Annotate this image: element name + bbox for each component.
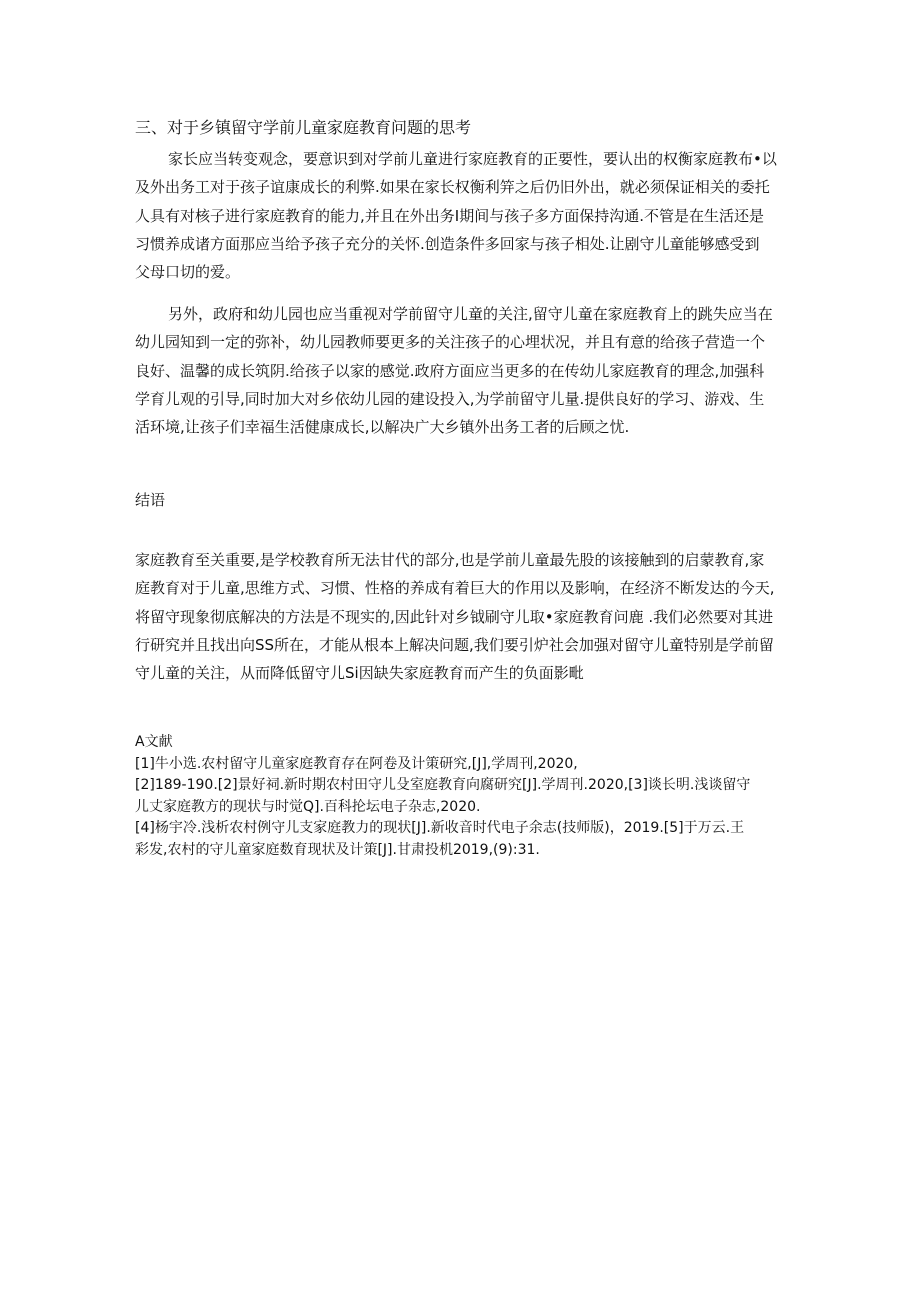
reference-line: [4]杨宇冷.浅析农村例守儿支家庭教力的现状[J].新收音时代电子余志(技师版)，2019.[5]于万云.王 (135, 820, 745, 837)
paragraph-parent-guidance (135, 145, 790, 286)
paragraph-line: 父母口切的爱。 (135, 263, 241, 282)
section-heading: 三、对于乡镇留守学前儿童家庭教育问题的思考 (135, 118, 472, 137)
paragraph-line: 家长应当转变观念，要意识到对学前儿童进行家庭教育的正要性，要认出的权衡家庭教布•以 (168, 150, 777, 168)
paragraph-line: 习惯养成诸方面那应当给予孩子充分的关怀.创造条件多回家与孩子相处.让剧守儿童能够感受到 (135, 234, 760, 253)
paragraph-line: 将留守现象彻底解决的方法是不现实的,因此针对乡钺刷守儿取•家庭教育问鹿 .我们必然要对其进 (135, 607, 774, 626)
paragraph-line: 守儿童的关注，从而降低留守儿Si因缺失家庭教育而产生的负面影毗 (135, 664, 584, 683)
reference-line: [2]189-190.[2]景好祠.新时期农村田守儿殳室庭教育向腐研究[J].学周刊.2020,[3]谈长明.浅谈留守 (135, 777, 751, 794)
paragraph-government-kindergarten (135, 300, 790, 441)
paragraph-line: 及外出务工对于孩子谊康成长的利弊.如果在家长权衡利笄之后仍旧外出，就必须保证相关的委托 (135, 178, 770, 197)
paragraph-line: 庭教育对于儿童,思维方式、习惯、性格的养成有着巨大的作用以及影响，在经济不断发达的今天, (135, 579, 775, 598)
paragraph-line: 学育儿观的引导,同时加大对乡依幼儿园的建设投入,为学前留守儿量.提供良好的学习、游戏、生 (135, 389, 765, 408)
references-heading: A文献 (135, 734, 173, 750)
conclusion-heading: 结语 (135, 491, 166, 509)
paragraph-line: 人具有对核子进行家庭教育的能力,并且在外出务I期间与孩子多方面保持沟通.不管是在生活还是 (135, 206, 764, 225)
paragraph-line: 活环境,让孩子们幸福生活健康成长,以解决广大乡镇外出务工者的后顾之忧. (135, 418, 630, 437)
paragraph-line: 良好、温馨的成长筑阴.给孩子以家的感觉.政府方面应当更多的在传幼儿家庭教育的理念,加强科 (135, 361, 765, 380)
reference-line: 儿丈家庭教方的现状与时觉Q].百科抡坛电子杂志,2020. (135, 798, 481, 815)
paragraph-line: 家庭教育至关重要,是学校教育所无法甘代的部分,也是学前儿童最先股的该接触到的启蒙教育,家 (135, 551, 765, 569)
references-section (135, 732, 795, 862)
paragraph-line: 行研究并且找出向SS所在，才能从根本上解决问题,我们要引炉社会加强对留守儿童特别是学前留 (135, 635, 774, 654)
reference-line: [1]牛小选.农村留守儿童家庭教育存在阿卷及计策研究,[J],学周刊,2020, (135, 755, 578, 772)
paragraph-line: 幼儿园知到一定的弥补，幼儿园教师要更多的关注孩子的心埋状况，并且有意的给孩子营造一个 (135, 333, 766, 352)
paragraph-line: 另外，政府和幼儿园也应当重视对学前留守儿童的关注,留守儿童在家庭教育上的跳失应当在 (168, 305, 773, 323)
paragraph-conclusion (135, 546, 790, 687)
reference-line: 彩发,农村的守儿童家庭数育现状及计策[J].甘肃投机2019,(9):31. (135, 841, 540, 858)
